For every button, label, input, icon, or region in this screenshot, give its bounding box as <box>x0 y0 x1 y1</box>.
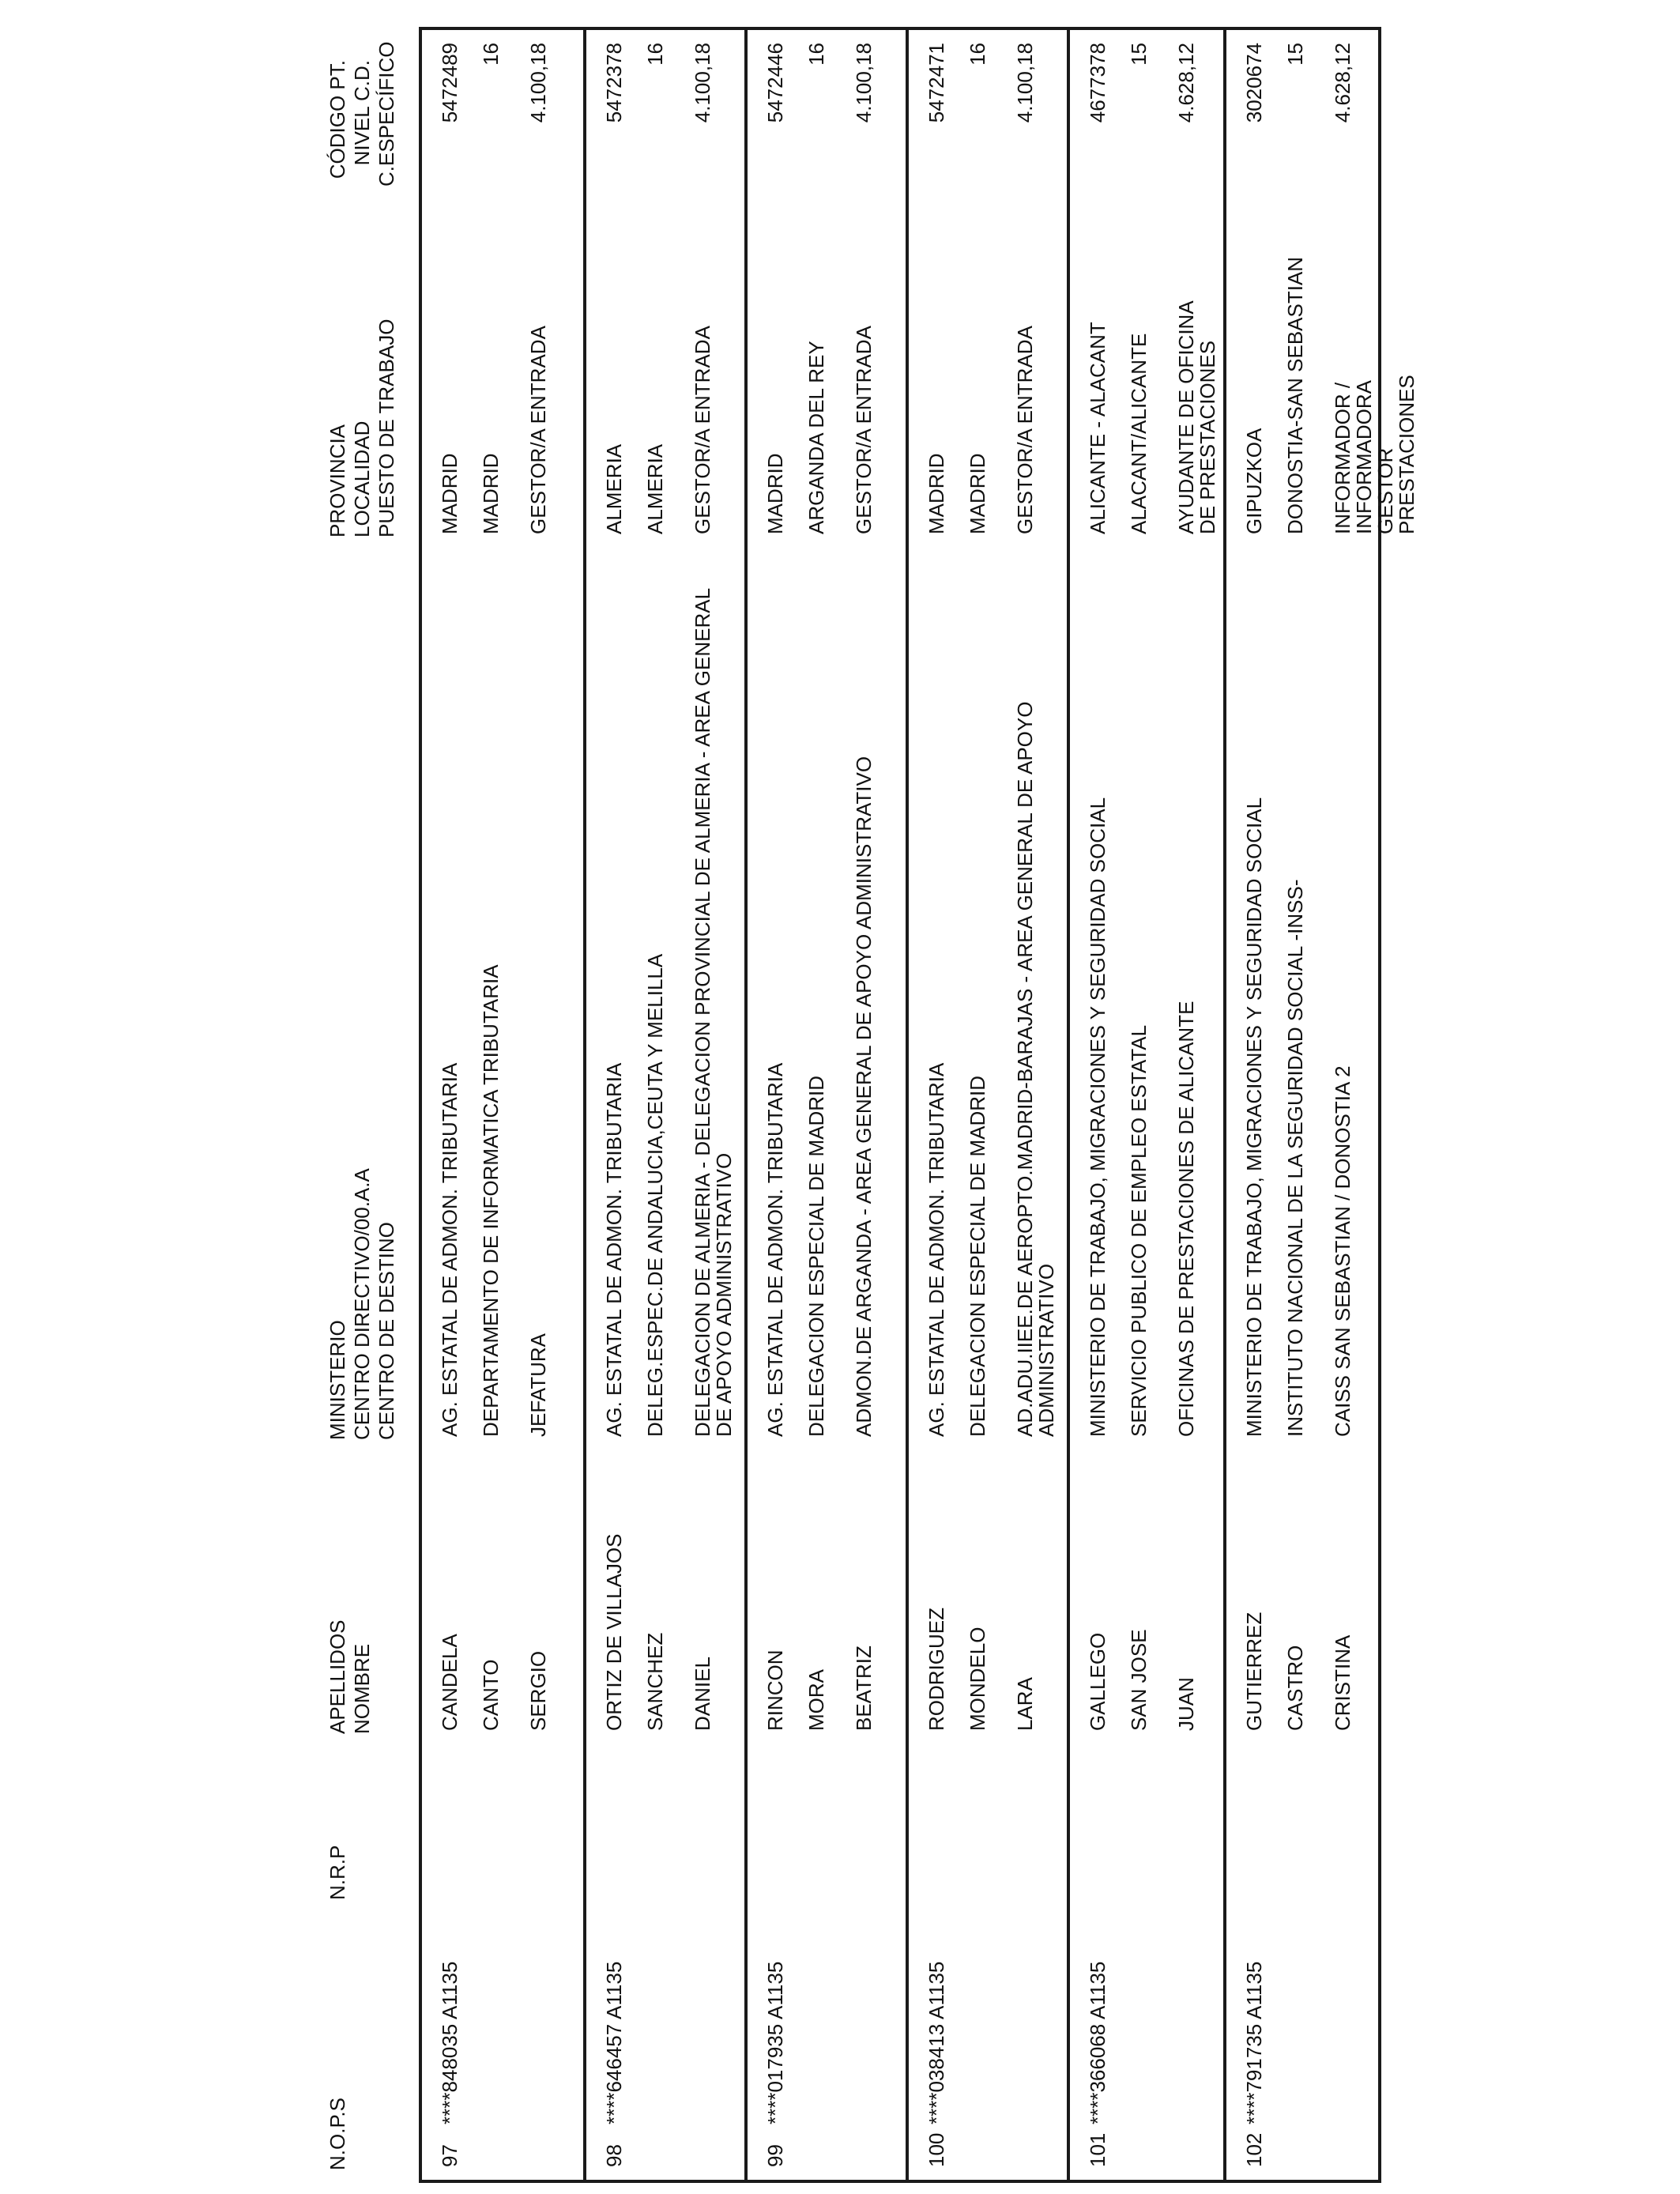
header-nrp-label: N.R.P <box>326 1845 349 1900</box>
table-row-97 <box>422 30 583 2180</box>
nops-cell: 97 <box>438 2144 461 2167</box>
provincia-cell: MADRID <box>763 453 787 534</box>
nombre-cell: JUAN <box>1174 1677 1198 1731</box>
centro-destino-cell: DELEGACION DE ALMERIA - DELEGACION PROVINCIAL DE ALMERIA - AREA GENERAL DE APOYO ADMINISTRATIVO <box>691 588 736 1437</box>
nops-cell: 99 <box>763 2144 787 2167</box>
puesto-cell: GESTOR/A ENTRADA <box>691 326 714 534</box>
c-especifico-cell: 4.628,12 <box>1174 43 1198 123</box>
codigo-pt-cell: 3020674 <box>1242 43 1266 123</box>
apellido1-cell: GALLEGO <box>1086 1632 1109 1731</box>
header-provincia <box>326 319 399 537</box>
provincia-cell: ALMERIA <box>602 443 626 534</box>
nivel-cd-cell: 16 <box>804 43 828 66</box>
localidad-cell: ARGANDA DEL REY <box>804 341 828 534</box>
ministerio-cell: MINISTERIO DE TRABAJO, MIGRACIONES Y SEGURIDAD SOCIAL <box>1086 797 1109 1437</box>
provincia-cell: MADRID <box>438 453 461 534</box>
header-nrp <box>326 1845 350 1900</box>
ministerio-cell: AG. ESTATAL DE ADMON. TRIBUTARIA <box>602 1062 626 1437</box>
header-ministerio <box>326 1168 399 1440</box>
provincia-cell: ALICANTE - ALACANT <box>1086 322 1109 534</box>
header-codigo <box>326 41 399 187</box>
nivel-cd-cell: 16 <box>643 43 667 66</box>
ministerio-cell: AG. ESTATAL DE ADMON. TRIBUTARIA <box>925 1062 948 1437</box>
header-provincia-line1: PROVINCIA <box>326 424 349 537</box>
c-especifico-cell: 4.100,18 <box>526 43 550 123</box>
centro-directivo-cell: SERVICIO PUBLICO DE EMPLEO ESTATAL <box>1127 1024 1151 1437</box>
nombre-cell: DANIEL <box>691 1657 714 1731</box>
centro-destino-cell: CAISS SAN SEBASTIAN / DONOSTIA 2 <box>1331 1065 1354 1437</box>
puesto-cell: INFORMADOR / INFORMADORA GESTOR PRESTACIONES <box>1331 375 1418 534</box>
nrp-cell: ****791735 A1135 <box>1242 1961 1266 2124</box>
nrp-cell: ****848035 A1135 <box>438 1961 461 2124</box>
provincia-cell: MADRID <box>925 453 948 534</box>
centro-destino-cell: AD.ADU.IIEE.DE AEROPTO.MADRID-BARAJAS - AREA GENERAL DE APOYO ADMINISTRATIVO <box>1013 701 1058 1437</box>
table-row-99 <box>744 30 906 2180</box>
table-row-101 <box>1067 30 1223 2180</box>
header-codigo-line1: CÓDIGO PT. <box>326 60 349 179</box>
header-apellidos: APELLIDOS <box>326 1619 349 1734</box>
nivel-cd-cell: 16 <box>479 43 503 66</box>
centro-destino-cell: ADMON.DE ARGANDA - AREA GENERAL DE APOYO ADMINISTRATIVO <box>852 756 876 1437</box>
ministerio-cell: AG. ESTATAL DE ADMON. TRIBUTARIA <box>438 1062 461 1437</box>
nops-cell: 100 <box>925 2132 948 2167</box>
nombre-cell: LARA <box>1013 1677 1037 1731</box>
nrp-cell: ****038413 A1135 <box>925 1961 948 2124</box>
centro-directivo-cell: DELEG.ESPEC.DE ANDALUCIA,CEUTA Y MELILLA <box>643 953 667 1437</box>
codigo-pt-cell: 5472471 <box>925 43 948 123</box>
apellido2-cell: CASTRO <box>1283 1645 1307 1731</box>
header-ministerio-line3: CENTRO DE DESTINO <box>375 1222 398 1440</box>
apellido1-cell: ORTIZ DE VILLAJOS <box>602 1533 626 1731</box>
localidad-cell: DONOSTIA-SAN SEBASTIAN <box>1283 256 1307 534</box>
localidad-cell: ALACANT/ALICANTE <box>1127 333 1151 534</box>
codigo-pt-cell: 5472378 <box>602 43 626 123</box>
header-nombre: NOMBRE <box>350 1643 374 1734</box>
nrp-cell: ****017935 A1135 <box>763 1961 787 2124</box>
header-nops-label: N.O.P.S <box>326 2097 349 2170</box>
codigo-pt-cell: 5472489 <box>438 43 461 123</box>
localidad-cell: MADRID <box>479 453 503 534</box>
nrp-cell: ****646457 A1135 <box>602 1961 626 2124</box>
centro-destino-cell: OFICINAS DE PRESTACIONES DE ALICANTE <box>1174 1001 1198 1437</box>
nops-cell: 102 <box>1242 2132 1266 2167</box>
centro-destino-cell: JEFATURA <box>526 1333 550 1437</box>
header-provincia-line2: LOCALIDAD <box>350 420 374 537</box>
puesto-cell: AYUDANTE DE OFICINA DE PRESTACIONES <box>1174 301 1219 534</box>
header-apellidos-nombre <box>326 1619 375 1734</box>
centro-directivo-cell: DELEGACION ESPECIAL DE MADRID <box>804 1075 828 1437</box>
nombre-cell: BEATRIZ <box>852 1646 876 1731</box>
nivel-cd-cell: 15 <box>1283 43 1307 66</box>
nombre-cell: SERGIO <box>526 1650 550 1731</box>
apellido1-cell: CANDELA <box>438 1634 461 1731</box>
header-provincia-line3: PUESTO DE TRABAJO <box>375 319 398 537</box>
localidad-cell: MADRID <box>966 453 989 534</box>
nombre-cell: CRISTINA <box>1331 1634 1354 1731</box>
c-especifico-cell: 4.100,18 <box>852 43 876 123</box>
apellido2-cell: CANTO <box>479 1659 503 1731</box>
apellido2-cell: MONDELO <box>966 1627 989 1731</box>
codigo-pt-cell: 5472446 <box>763 43 787 123</box>
localidad-cell: ALMERIA <box>643 443 667 534</box>
provincia-cell: GIPUZKOA <box>1242 428 1266 534</box>
table-row-102 <box>1223 30 1418 2180</box>
table-row-100 <box>906 30 1067 2180</box>
header-codigo-line2: NIVEL C.D. <box>350 60 374 166</box>
results-table <box>419 27 1418 2183</box>
apellido1-cell: RINCON <box>763 1649 787 1731</box>
apellido1-cell: RODRIGUEZ <box>925 1608 948 1731</box>
apellido2-cell: MORA <box>804 1669 828 1731</box>
nivel-cd-cell: 16 <box>966 43 989 66</box>
header-codigo-line3: C.ESPECÍFICO <box>375 41 398 187</box>
puesto-cell: GESTOR/A ENTRADA <box>852 326 876 534</box>
puesto-cell: GESTOR/A ENTRADA <box>526 326 550 534</box>
codigo-pt-cell: 4677378 <box>1086 43 1109 123</box>
header-ministerio-line2: CENTRO DIRECTIVO/00.A.A <box>350 1168 374 1440</box>
centro-directivo-cell: DELEGACION ESPECIAL DE MADRID <box>966 1075 989 1437</box>
c-especifico-cell: 4.628,12 <box>1331 43 1354 123</box>
nrp-cell: ****366068 A1135 <box>1086 1961 1109 2124</box>
centro-directivo-cell: INSTITUTO NACIONAL DE LA SEGURIDAD SOCIAL -INSS- <box>1283 879 1307 1437</box>
table-row-98 <box>583 30 744 2180</box>
centro-directivo-cell: DEPARTAMENTO DE INFORMATICA TRIBUTARIA <box>479 964 503 1437</box>
apellido2-cell: SANCHEZ <box>643 1632 667 1731</box>
c-especifico-cell: 4.100,18 <box>1013 43 1037 123</box>
header-nops <box>326 2098 350 2170</box>
nops-cell: 101 <box>1086 2132 1109 2167</box>
nops-cell: 98 <box>602 2144 626 2167</box>
ministerio-cell: AG. ESTATAL DE ADMON. TRIBUTARIA <box>763 1062 787 1437</box>
header-ministerio-line1: MINISTERIO <box>326 1320 349 1440</box>
apellido2-cell: SAN JOSE <box>1127 1629 1151 1731</box>
c-especifico-cell: 4.100,18 <box>691 43 714 123</box>
nivel-cd-cell: 15 <box>1127 43 1151 66</box>
puesto-cell: GESTOR/A ENTRADA <box>1013 326 1037 534</box>
ministerio-cell: MINISTERIO DE TRABAJO, MIGRACIONES Y SEGURIDAD SOCIAL <box>1242 797 1266 1437</box>
apellido1-cell: GUTIERREZ <box>1242 1612 1266 1731</box>
